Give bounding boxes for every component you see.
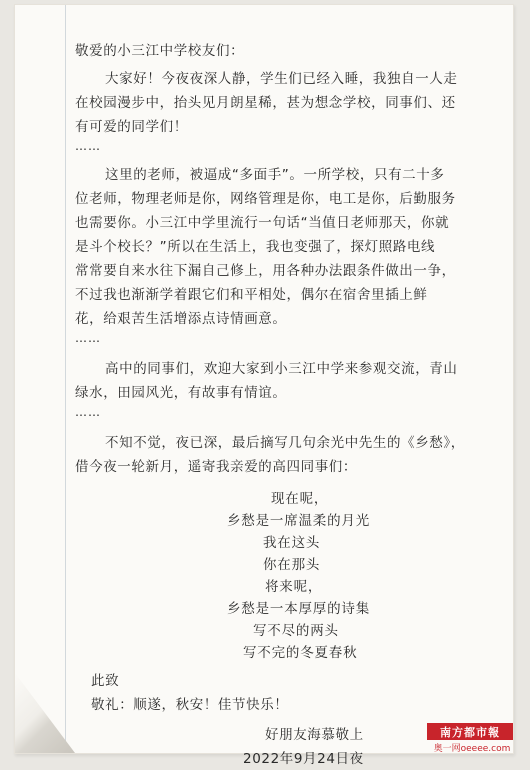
poem-line-2: 乡愁是一席温柔的月光 — [227, 513, 370, 529]
poem-line-5: 将来呢， — [265, 579, 323, 595]
paragraph-1-line-2: 在校园漫步中，抬头见月朗星稀，甚为想念学校，同事们、还 — [75, 95, 456, 111]
ellipsis-3: …… — [75, 405, 101, 419]
paragraph-3-line-2: 绿水，田园风光，有故事有情谊。 — [75, 385, 287, 401]
paragraph-4-line-1: 不知不觉，夜已深，最后摘写几句余光中先生的《乡愁》， — [105, 435, 465, 451]
letter-greeting: 敬爱的小三江中学校友们： — [75, 43, 245, 59]
paragraph-2-line-3: 也需要你。小三江中学里流行一句话“当值日老师那天，你就 — [75, 215, 450, 231]
paragraph-1-line-1: 大家好！今夜夜深人静，学生们已经入睡，我独自一人走 — [105, 71, 458, 87]
paragraph-1-line-3: 有可爱的同学们！ — [75, 119, 188, 135]
margin-line — [65, 5, 66, 753]
date: 2022年9月24日夜 — [243, 751, 364, 767]
signature: 好朋友海慕敬上 — [265, 727, 364, 743]
paragraph-2-line-4: 是斗个校长？”所以在生活上，我也变强了，探灯照路电线 — [75, 239, 436, 255]
poem-line-1: 现在呢， — [271, 491, 329, 507]
paragraph-3-line-1: 高中的同事们，欢迎大家到小三江中学来参观交流，青山 — [105, 361, 458, 377]
paragraph-2-line-2: 位老师，物理老师是你，网络管理是你，电工是你，后勤服务 — [75, 191, 456, 207]
paragraph-2-line-6: 不过我也渐渐学着跟它们和平相处，偶尔在宿舍里插上鲜 — [75, 287, 428, 303]
ellipsis-2: …… — [75, 331, 101, 345]
page-curl — [15, 673, 75, 753]
poem-line-4: 你在那头 — [263, 557, 321, 573]
closing-line-2: 敬礼：顺遂，秋安！佳节快乐！ — [91, 697, 289, 713]
logo-sub-text: 奥一网oeeee.com — [433, 743, 511, 754]
poem-line-3: 我在这头 — [263, 535, 321, 551]
paragraph-2-line-7: 花，给艰苦生活增添点诗情画意。 — [75, 311, 287, 327]
newspaper-logo — [423, 723, 513, 753]
ellipsis-1: …… — [75, 139, 101, 153]
poem-line-6: 乡愁是一本厚厚的诗集 — [227, 601, 370, 617]
letter-paper — [14, 4, 514, 767]
logo-main-text: 南方都市報 — [427, 723, 513, 740]
poem-line-8: 写不完的冬夏春秋 — [243, 645, 358, 661]
paragraph-2-line-1: 这里的老师，被逼成“多面手”。一所学校，只有二十多 — [105, 167, 445, 183]
closing-line-1: 此致 — [91, 673, 120, 689]
paragraph-4-line-2: 借今夜一轮新月，遥寄我亲爱的高四同事们： — [75, 459, 357, 475]
poem-line-7: 写不尽的两头 — [253, 623, 339, 639]
paragraph-2-line-5: 常常要自来水往下漏自己修上，用各种办法跟条件做出一争， — [75, 263, 456, 279]
